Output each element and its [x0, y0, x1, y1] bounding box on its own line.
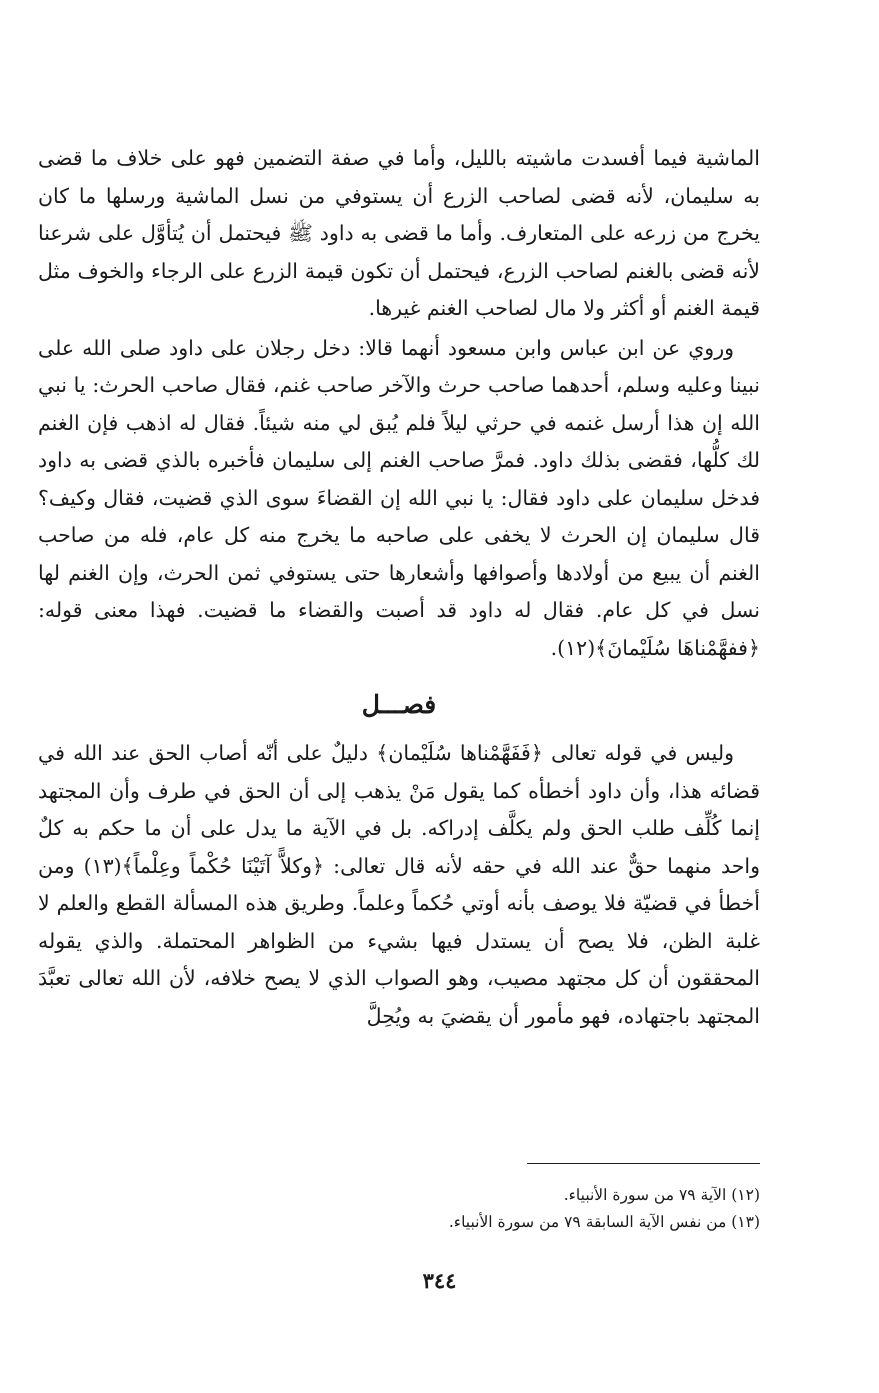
footnote: (١٣) من نفس الآية السابقة ٧٩ من سورة الأنبياء. — [448, 1213, 760, 1231]
section-heading: فصـــل — [361, 690, 437, 719]
paragraph: الماشية فيما أفسدت ماشيته بالليل، وأما في صفة التضمين فهو على خلاف ما قضى به سليمان، لأنه قضى لصاحب الزرع أن يستوفي من نسل الماشية ورسلها ما كان يخرج من زرعه على المتعارف. وأما ما قضى به داود ﷺ فيحتمل أن يُتأوَّل على شرعنا لأنه قضى بالغنم لصاحب الزرع، فيحتمل أن تكون قيمة الزرع على الرجاء والخوف مثل قيمة الغنم أو أكثر ولا مال لصاحب الغنم غيرها. — [38, 146, 760, 320]
paragraph: وليس في قوله تعالى ﴿فَفَهَّمْناها سُلَيْمان﴾ دليلٌ على أنّه أصاب الحق عند الله في قضائه هذا، وأن داود أخطأه كما يقول مَنْ يذهب إلى أن الحق في طرف وأن المجتهد إنما كُلِّف طلب الحق ولم يكلَّف إدراكه. بل في الآية ما يدل على أن ما حكم به كلٌ واحد منهما حقٌّ عند الله في حقه لأنه قال تعالى: ﴿وكلاًّ آتَيْنَا حُكْماً وعِلْماً﴾(١٣) ومن أخطأ في قضيّة فلا يوصف بأنه أوتي حُكماً وعلماً. وطريق هذه المسألة القطع والعلم لا غلبة الظن، فلا يصح أن يستدل فيها بشيء من الظواهر المحتملة. والذي يقوله المحققون أن كل مجتهد مصيب، وهو الصواب الذي لا يصح خلافه، لأن الله تعالى تعبَّدَ المجتهد باجتهاده، فهو مأمور أن يقضيَ به ويُحِلَّ — [38, 741, 760, 1028]
page-number: ٣٤٤ — [422, 1268, 457, 1293]
paragraph: وروي عن ابن عباس وابن مسعود أنهما قالا: دخل رجلان على داود صلى الله على نبينا وعليه وسلم، أحدهما صاحب حرث والآخر صاحب غنم، فقال صاحب الحرث: يا نبي الله إن هذا أرسل غنمه في حرثي ليلاً فلم يُبق لي منه شيئاً. فقال له اذهب فإن الغنم لك كلُّها، فقضى بذلك داود. فمرَّ صاحب الغنم إلى سليمان فأخبره بالذي قضى به داود فدخل سليمان على داود فقال: يا نبي الله إن القضاءَ سوى الذي قضيت، فقال وكيف؟ قال سليمان إن الحرث لا يخفى على صاحبه ما يخرج منه كل عام، فله من صاحب الغنم أن يبيع من أولادها وأصوافها وأشعارها حتى يستوفي ثمن الحرث، وإن الغنم لها نسل في كل عام. فقال له داود قد أصبت والقضاء ما قضيت. فهذا معنى قوله: ﴿ففهَّمْناهَا سُلَيْمانَ﴾(١٢). — [38, 335, 760, 660]
footnotes — [300, 1182, 760, 1236]
page-body — [38, 140, 760, 1035]
footnote-divider — [527, 1163, 760, 1164]
footnote: (١٢) الآية ٧٩ من سورة الأنبياء. — [563, 1186, 760, 1204]
